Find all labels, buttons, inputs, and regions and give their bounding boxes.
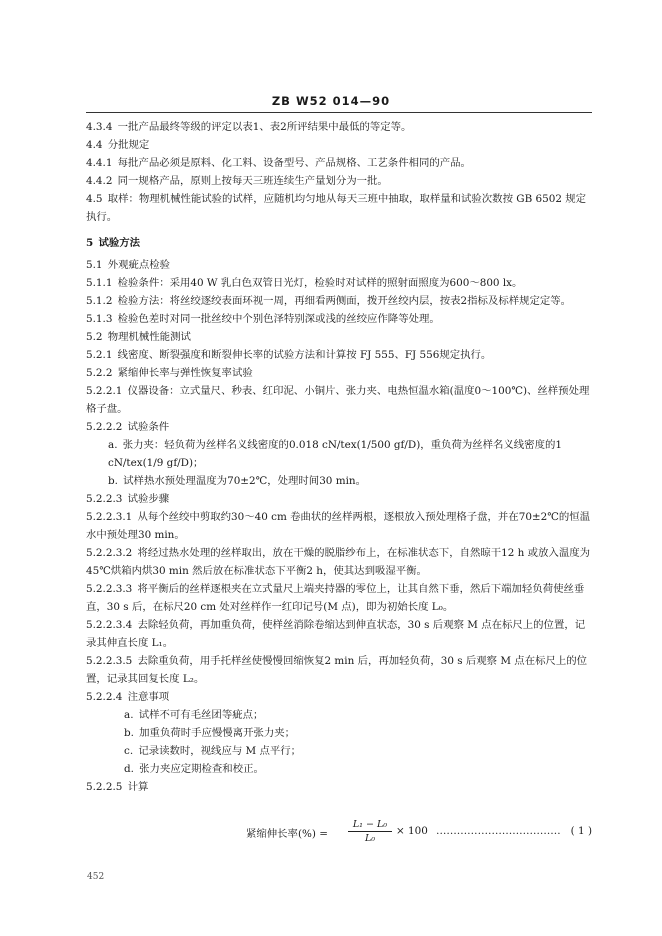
paragraph (86, 490, 592, 508)
clause-text: 检验条件：采用40 W 乳白色双管日光灯，检验时对试样的照射面照度为600～800 lx。 (117, 277, 523, 289)
clause-number: d. (124, 763, 134, 775)
clause-text: 试验步骤 (127, 493, 170, 505)
paragraph (86, 256, 592, 274)
clause-text: 试样不可有毛丝团等疵点； (138, 709, 264, 721)
clause-number: 5.2.2.3.1 (86, 511, 133, 523)
formula-lhs: 紧缩伸长率(%) = (246, 828, 328, 840)
header-rule (86, 112, 592, 113)
clause-text: 去除轻负荷，再加重负荷，使样丝消除卷缩达到伸直状态，30 s 后观察 M 点在标尺上的位置，记录其伸直长度 L₁。 (86, 619, 586, 649)
paragraph (86, 118, 592, 136)
paragraph (86, 418, 592, 436)
clause-number: 4.4.2 (86, 175, 113, 187)
standard-code-header: ZB W52 014—90 (271, 94, 391, 108)
clause-text: 试验条件 (127, 421, 170, 433)
paragraph (86, 172, 592, 190)
paragraph (86, 544, 592, 580)
clause-text: 从每个丝绞中剪取约30～40 cm 卷曲状的丝样两根，逐根放入预处理格子盘，并在70±2℃的恒温水中预处理30 min。 (86, 511, 591, 541)
clause-number: 5.2.2.3.4 (86, 619, 133, 631)
clause-text: 紧缩伸长率与弹性恢复率试验 (117, 367, 253, 379)
clause-text: 一批产品最终等级的评定以表1、表2所评结果中最低的等定等。 (117, 121, 412, 133)
clause-text: 仪器设备：立式量尺、秒表、红印泥、小铜片、张力夹、电热恒温水箱(温度0～100℃)、丝样预处理格子盘。 (86, 385, 590, 415)
clause-number: 5.2.2.5 (86, 781, 123, 793)
clause-text: 张力夹应定期检查和校正。 (139, 763, 264, 775)
clause-number: b. (124, 727, 134, 739)
paragraph (86, 724, 592, 742)
paragraph (86, 742, 592, 760)
formula-block (246, 818, 592, 848)
paragraph (86, 472, 592, 490)
paragraph (86, 652, 592, 688)
paragraph (86, 234, 592, 252)
clause-number: 5.1.3 (86, 313, 113, 325)
clause-number: 5.1.1 (86, 277, 113, 289)
clause-number: 5.2.2.1 (86, 385, 123, 397)
clause-text: 试验方法 (98, 237, 140, 249)
clause-text: 检验色差时对同一批丝绞中个别色泽特别深或浅的丝绞应作降等处理。 (117, 313, 440, 325)
clause-number: 5.2.2.3 (86, 493, 123, 505)
clause-number: 5.1.2 (86, 295, 113, 307)
paragraph (86, 616, 592, 652)
clause-text: 外观疵点检验 (107, 259, 171, 271)
paragraph (86, 292, 592, 310)
clause-number: c. (124, 745, 134, 757)
clause-text: 加重负荷时手应慢慢离开张力夹； (139, 727, 296, 739)
clause-text: 物理机械性能测试 (107, 331, 191, 343)
paragraph (86, 382, 592, 418)
clause-text: 注意事项 (127, 691, 170, 703)
formula-numerator: L₁ − L₀ (348, 818, 392, 832)
equation-number: ( 1 ) (570, 825, 592, 837)
clause-text: 试样热水预处理温度为70±2℃，处理时间30 min。 (123, 475, 366, 487)
clause-text: 将平衡后的丝样逐根夹在立式量尺上端夹持器的零位上，让其自然下垂，然后下端加轻负荷使丝垂直，30 s 后，在标尺20 cm 处对丝样作一红印记号(M 点)，即为初始长度 L₀。 (86, 583, 585, 613)
paragraph (86, 508, 592, 544)
paragraph (86, 310, 592, 328)
paragraph (86, 778, 592, 796)
clause-number: 5.2.1 (86, 349, 113, 361)
clause-number: 5.2.2.3.2 (86, 547, 133, 559)
clause-text: 同一规格产品，原则上按每天三班连续生产量划分为一批。 (117, 175, 388, 187)
formula-denominator: L₀ (364, 833, 376, 844)
paragraph (86, 436, 592, 472)
clause-text: 分批规定 (107, 139, 150, 151)
formula-fraction (348, 818, 392, 845)
clause-number: b. (108, 475, 118, 487)
formula-leader-dots: ……………………………… (436, 825, 561, 837)
paragraph (86, 580, 592, 616)
paragraph (86, 706, 592, 724)
page-number: 452 (87, 872, 105, 882)
clause-text: 张力夹：轻负荷为丝样名义线密度的0.018 cN/tex(1/500 gf/D)，重负荷为丝样名义线密度的1 cN/tex(1/9 gf/D)； (108, 439, 562, 469)
paragraph (86, 136, 592, 154)
clause-number: 5.2.2.3.5 (86, 655, 133, 667)
clause-number: 4.5 (86, 193, 103, 205)
clause-text: 取样：物理机械性能试验的试样，应随机均匀地从每天三班中抽取，取样量和试验次数按 GB 6502 规定执行。 (86, 193, 587, 223)
clause-text: 每批产品必须是原料、化工料、设备型号、产品规格、工艺条件相同的产品。 (117, 157, 471, 169)
clause-number: 4.4 (86, 139, 103, 151)
clause-number: 5.2.2.3.3 (86, 583, 133, 595)
formula-multiplier: × 100 (396, 825, 428, 837)
document-body (86, 118, 592, 796)
clause-number: 5.2.2.2 (86, 421, 123, 433)
clause-text: 检验方法：将丝绞逐绞表面环视一周，再细看两侧面，拨开丝绞内层，按表2指标及标样规定定等。 (117, 295, 572, 307)
paragraph (86, 364, 592, 382)
clause-number: 5.2.2 (86, 367, 113, 379)
paragraph (86, 190, 592, 226)
clause-number: a. (108, 439, 118, 451)
clause-number: 4.3.4 (86, 121, 113, 133)
clause-number: 5.1 (86, 259, 103, 271)
paragraph (86, 274, 592, 292)
clause-text: 线密度、断裂强度和断裂伸长率的试验方法和计算按 FJ 555、FJ 556规定执行。 (117, 349, 492, 361)
paragraph (86, 688, 592, 706)
paragraph (86, 346, 592, 364)
clause-text: 计算 (127, 781, 149, 793)
paragraph (86, 328, 592, 346)
clause-text: 将经过热水处理的丝样取出，放在干燥的脱脂纱布上，在标准状态下，自然晾干12 h 或放入温度为45℃烘箱内烘30 min 然后放在标准状态下平衡2 h，使其达到吸湿平衡。 (86, 547, 591, 577)
paragraph (86, 154, 592, 172)
clause-text: 去除重负荷，用手托样丝使慢慢回缩恢复2 min 后，再加轻负荷，30 s 后观察 M 点在标尺上的位置，记录其回复长度 L₂。 (86, 655, 588, 685)
clause-text: 记录读数时，视线应与 M 点平行； (138, 745, 302, 757)
clause-number: a. (124, 709, 134, 721)
clause-number: 5.2 (86, 331, 103, 343)
clause-number: 4.4.1 (86, 157, 113, 169)
paragraph (86, 760, 592, 778)
clause-number: 5 (86, 237, 94, 249)
clause-number: 5.2.2.4 (86, 691, 123, 703)
